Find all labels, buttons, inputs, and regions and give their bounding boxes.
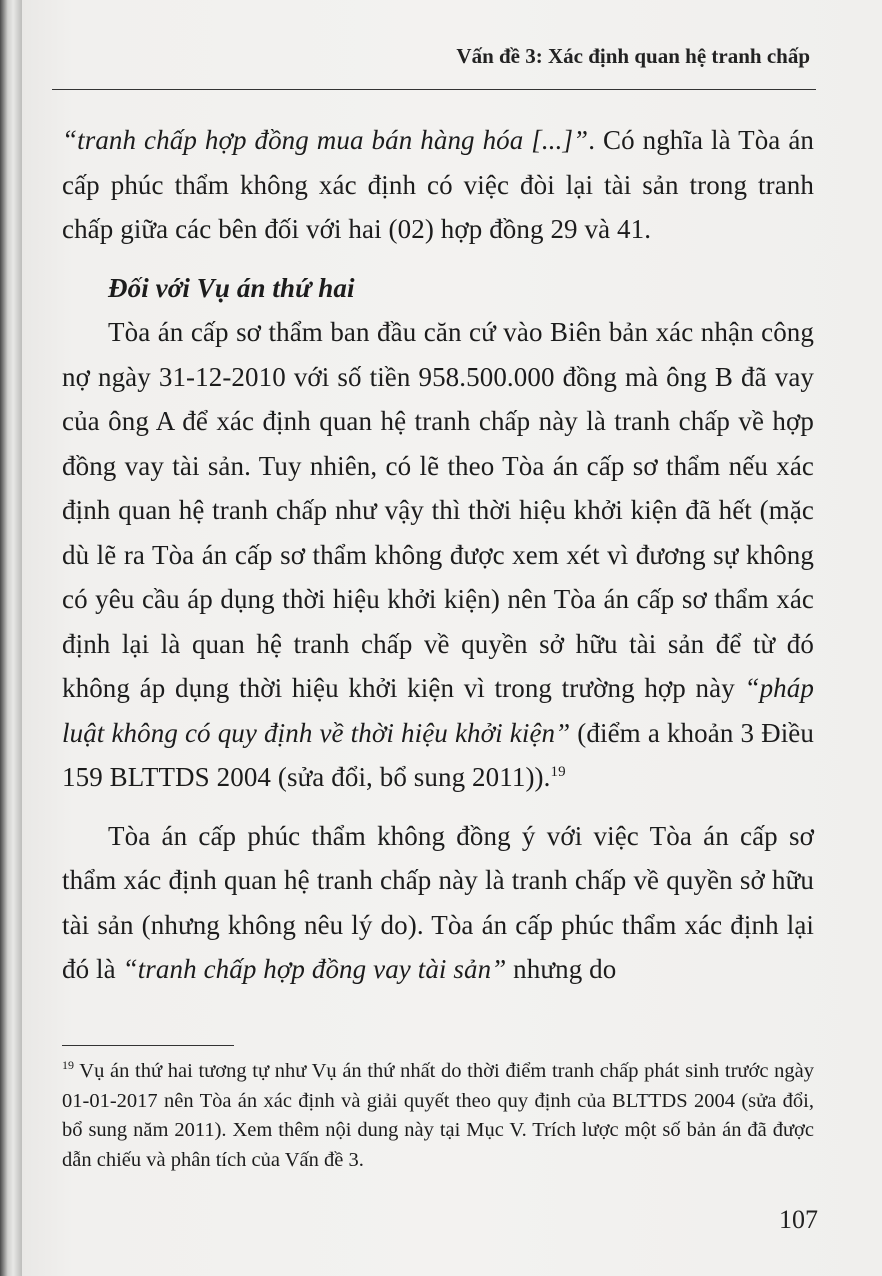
paragraph-text: nhưng do: [506, 954, 617, 984]
body-text: [62, 118, 814, 992]
footnote-separator: [62, 1045, 234, 1046]
quote-italic: “pháp luật không có quy định về thời hiệu khởi kiện”: [62, 673, 814, 748]
footnote: [62, 1057, 814, 1175]
paragraph-text: Tòa án cấp phúc thẩm không đồng ý với việc Tòa án cấp sơ thẩm xác định quan hệ tranh chấp này là tranh chấp về quyền sở hữu tài sản (nhưng không nêu lý do). Tòa án cấp phúc thẩm xác định lại đó là: [62, 820, 814, 984]
header-rule: [52, 89, 816, 90]
quote-italic: “tranh chấp hợp đồng vay tài sản”: [122, 954, 507, 984]
section-heading: Đối với Vụ án thứ hai: [108, 272, 355, 303]
quote-italic: “tranh chấp hợp đồng mua bán hàng hóa [...]”: [62, 125, 589, 155]
footnote-marker: 19: [62, 1058, 74, 1073]
paragraph-text: . Có nghĩa là Tòa án cấp phúc thẩm không xác định có việc đòi lại tài sản trong tranh chấp giữa các bên đối với hai (02) hợp đồng 29 và 41.: [62, 125, 815, 244]
adjacent-page-edge: [0, 0, 22, 1276]
paragraph: [62, 310, 814, 800]
paragraph: [62, 814, 814, 992]
footnote-reference[interactable]: 19: [550, 764, 566, 780]
book-page: [22, 0, 882, 1276]
paragraph-text: Tòa án cấp sơ thẩm ban đầu căn cứ vào Biên bản xác nhận công nợ ngày 31-12-2010 với số tiền 958.500.000 đồng mà ông B đã vay của ông A để xác định quan hệ tranh chấp này là tranh chấp về hợp đồng vay tài sản. Tuy nhiên, có lẽ theo Tòa án cấp sơ thẩm nếu xác định quan hệ tranh chấp như vậy thì thời hiệu khởi kiện đã hết (mặc dù lẽ ra Tòa án cấp sơ thẩm không được xem xét vì đương sự không có yêu cầu áp dụng thời hiệu khởi kiện) nên Tòa án cấp sơ thẩm xác định lại là quan hệ tranh chấp về quyền sở hữu tài sản để từ đó không áp dụng thời hiệu khởi kiện vì trong trường hợp này: [62, 317, 814, 703]
footnote-text: Vụ án thứ hai tương tự như Vụ án thứ nhất do thời điểm tranh chấp phát sinh trước ngày 01-01-2017 nên Tòa án xác định và giải quyết theo quy định của BLTTDS 2004 (sửa đổi, bổ sung năm 2011). Xem thêm nội dung này tại Mục V. Trích lược một số bản án đã được dẫn chiếu và phân tích của Vấn đề 3.: [62, 1060, 814, 1171]
paragraph-text: (điểm a khoản 3 Điều 159 BLTTDS 2004 (sửa đổi, bổ sung 2011)).: [62, 717, 814, 792]
paragraph-continuation: [62, 118, 814, 252]
page-number: 107: [779, 1205, 818, 1234]
running-head: Vấn đề 3: Xác định quan hệ tranh chấp: [456, 44, 810, 68]
